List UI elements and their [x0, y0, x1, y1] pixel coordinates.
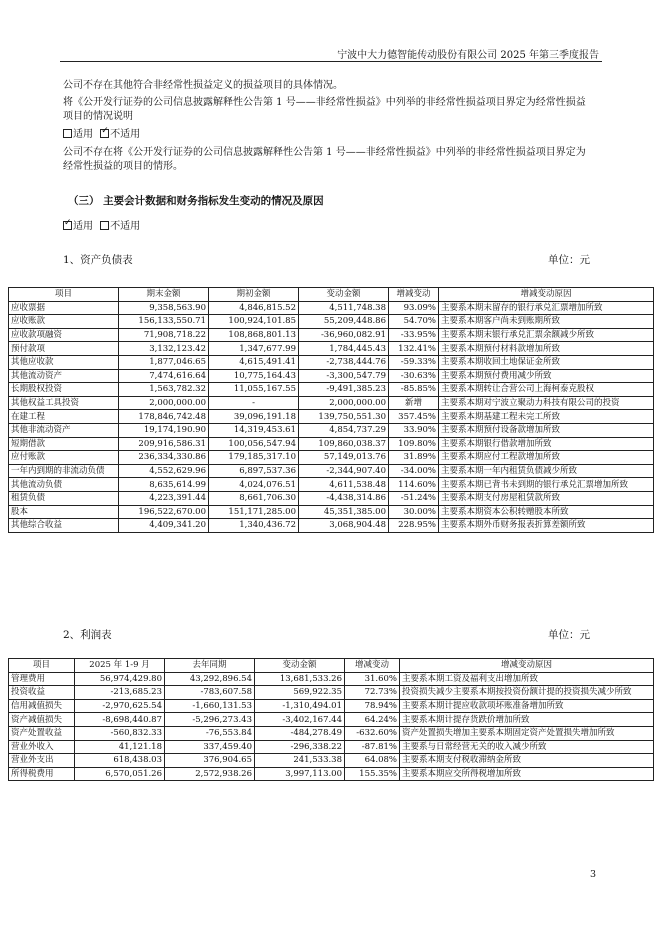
cell-change-amount: 55,209,448.86 — [299, 315, 389, 329]
cell-change-pct: 72.73% — [345, 686, 400, 700]
cell-reason: 主要系本期应交所得税增加所致 — [400, 767, 654, 781]
cell-change-amount: -4,438,314.86 — [299, 491, 389, 505]
cell-change-amount: 3,068,904.48 — [299, 519, 389, 533]
cell-change-pct: 155.35% — [345, 767, 400, 781]
apply-checkbox[interactable] — [63, 129, 72, 138]
section-not-apply-label: 不适用 — [110, 221, 141, 232]
table-row — [9, 301, 654, 315]
table-row — [9, 315, 654, 329]
table-row — [9, 740, 654, 754]
cell-change-amount: -484,278.49 — [255, 726, 345, 740]
table-row — [9, 355, 654, 369]
income-statement-title: 2、利润表 — [63, 629, 112, 641]
cell-reason: 投资损失减少主要系本期按投资份额计提的投资损失减少所致 — [400, 686, 654, 700]
report-header-title: 宁波中大力德智能传动股份有限公司 2025 年第三季度报告 — [337, 50, 599, 61]
page-number: 3 — [589, 869, 596, 880]
cell-change-amount: -36,960,082.91 — [299, 328, 389, 342]
cell-prior: 151,171,285.00 — [209, 505, 299, 519]
cell-change-amount: -3,402,167.44 — [255, 713, 345, 727]
cell-current: 196,522,670.00 — [119, 505, 209, 519]
cell-change-pct: 30.00% — [389, 505, 439, 519]
cell-item: 管理费用 — [9, 672, 75, 686]
cell-current: 1,877,046.65 — [119, 355, 209, 369]
cell-item: 其他权益工具投资 — [9, 396, 119, 410]
section-apply-checkbox[interactable] — [63, 221, 72, 230]
not-apply-checkbox[interactable] — [100, 129, 109, 138]
intro-line-4: 公司不存在将《公开发行证券的公司信息披露解释性公告第 1 号——非经常性损益》中列举的非经常性损益项目界定为 — [63, 147, 586, 158]
cell-reason: 主要系本期计提存货跌价增加所致 — [400, 713, 654, 727]
cell-change-pct: -632.60% — [345, 726, 400, 740]
cell-change-pct: 33.90% — [389, 423, 439, 437]
col-header-period-end: 期末金额 — [119, 288, 209, 302]
cell-prior: -5,296,273.43 — [165, 713, 255, 727]
cell-reason: 主要系本期支付税收滞纳金所致 — [400, 754, 654, 768]
cell-current: 236,334,330.86 — [119, 451, 209, 465]
table-row — [9, 369, 654, 383]
cell-current: 4,552,629.96 — [119, 464, 209, 478]
table-row — [9, 505, 654, 519]
cell-current: 19,174,190.90 — [119, 423, 209, 437]
cell-reason: 主要系本期末银行承兑汇票余额减少所致 — [439, 328, 654, 342]
col-header-change-amount: 变动金额 — [255, 659, 345, 673]
cell-current: -8,698,440.87 — [75, 713, 165, 727]
section-apply-label: 适用 — [73, 221, 93, 232]
cell-change-amount: 109,860,038.37 — [299, 437, 389, 451]
cell-reason: 主要系本期外币财务报表折算差额所致 — [439, 519, 654, 533]
cell-prior: 337,459.40 — [165, 740, 255, 754]
table-row — [9, 423, 654, 437]
cell-item: 所得税费用 — [9, 767, 75, 781]
cell-change-amount: 241,533.38 — [255, 754, 345, 768]
cell-item: 其他非流动资产 — [9, 423, 119, 437]
cell-current: -560,832.33 — [75, 726, 165, 740]
col-header-reason: 增减变动原因 — [400, 659, 654, 673]
cell-change-pct: 新增 — [389, 396, 439, 410]
income-unit-label: 单位：元 — [548, 629, 590, 641]
cell-item: 租赁负债 — [9, 491, 119, 505]
cell-reason: 主要系本期预付设备款增加所致 — [439, 423, 654, 437]
apply-label: 适用 — [73, 129, 93, 140]
cell-change-amount: 139,750,551.30 — [299, 410, 389, 424]
cell-change-amount: -2,738,444.76 — [299, 355, 389, 369]
col-header-current-period: 2025 年 1-9 月 — [75, 659, 165, 673]
cell-current: 9,358,563.90 — [119, 301, 209, 315]
cell-item: 其他综合收益 — [9, 519, 119, 533]
cell-change-amount: 57,149,013.76 — [299, 451, 389, 465]
cell-change-pct: -85.85% — [389, 383, 439, 397]
cell-change-pct: -59.33% — [389, 355, 439, 369]
table-row — [9, 410, 654, 424]
cell-reason: 主要系本期对宁波立聚动力科技有限公司的投资 — [439, 396, 654, 410]
cell-change-amount: -2,344,907.40 — [299, 464, 389, 478]
cell-item: 一年内到期的非流动负债 — [9, 464, 119, 478]
table-row — [9, 686, 654, 700]
cell-prior: 11,055,167.55 — [209, 383, 299, 397]
table-row — [9, 767, 654, 781]
intro-line-5: 经常性损益的项目的情形。 — [63, 161, 183, 172]
cell-prior: 10,775,164.43 — [209, 369, 299, 383]
cell-item: 股本 — [9, 505, 119, 519]
cell-change-pct: 78.94% — [345, 699, 400, 713]
cell-item: 信用减值损失 — [9, 699, 75, 713]
cell-reason: 主要系本期收回土地保证金所致 — [439, 355, 654, 369]
intro-line-3: 项目的情况说明 — [63, 111, 133, 122]
cell-item: 营业外支出 — [9, 754, 75, 768]
cell-item: 应收票据 — [9, 301, 119, 315]
cell-current: 156,133,550.71 — [119, 315, 209, 329]
cell-item: 其他应收款 — [9, 355, 119, 369]
cell-current: 71,908,718.22 — [119, 328, 209, 342]
cell-reason: 主要系本期末留存的银行承兑汇票增加所致 — [439, 301, 654, 315]
cell-change-pct: -34.00% — [389, 464, 439, 478]
table-row — [9, 699, 654, 713]
cell-prior: 8,661,706.30 — [209, 491, 299, 505]
cell-current: -2,970,625.54 — [75, 699, 165, 713]
cell-item: 其他流动负债 — [9, 478, 119, 492]
cell-current: 4,409,341.20 — [119, 519, 209, 533]
table-row — [9, 342, 654, 356]
cell-reason: 主要系本期支付房屋租赁款所致 — [439, 491, 654, 505]
cell-prior: 1,340,436.72 — [209, 519, 299, 533]
cell-current: 1,563,782.32 — [119, 383, 209, 397]
col-header-change-pct: 增减变动 — [345, 659, 400, 673]
balance-sheet-table — [8, 287, 654, 533]
table-row — [9, 754, 654, 768]
cell-reason: 主要系本期银行借款增加所致 — [439, 437, 654, 451]
cell-change-pct: -30.63% — [389, 369, 439, 383]
cell-item: 投资收益 — [9, 686, 75, 700]
header-divider — [60, 61, 602, 62]
cell-prior: 39,096,191.18 — [209, 410, 299, 424]
cell-change-amount: -3,300,547.79 — [299, 369, 389, 383]
section-applicability-options — [63, 220, 140, 234]
balance-sheet-title: 1、资产负债表 — [63, 254, 133, 266]
cell-prior: 14,319,453.61 — [209, 423, 299, 437]
cell-prior: -783,607.58 — [165, 686, 255, 700]
cell-change-amount: 4,854,737.29 — [299, 423, 389, 437]
cell-reason: 主要系本期计提应收款项坏账准备增加所致 — [400, 699, 654, 713]
cell-reason: 主要系本期转让合营公司上海柯泰克股权 — [439, 383, 654, 397]
cell-item: 预付款项 — [9, 342, 119, 356]
not-apply-label: 不适用 — [110, 129, 141, 140]
col-header-prior-period: 去年同期 — [165, 659, 255, 673]
cell-change-pct: 31.60% — [345, 672, 400, 686]
cell-item: 应付账款 — [9, 451, 119, 465]
cell-change-amount: -296,338.22 — [255, 740, 345, 754]
cell-change-pct: 357.45% — [389, 410, 439, 424]
cell-prior: -76,553.84 — [165, 726, 255, 740]
cell-current: 8,635,614.99 — [119, 478, 209, 492]
col-header-period-start: 期初金额 — [209, 288, 299, 302]
col-header-item: 项目 — [9, 659, 75, 673]
cell-current: 178,846,742.48 — [119, 410, 209, 424]
cell-reason: 资产处置损失增加主要系本期固定资产处置损失增加所致 — [400, 726, 654, 740]
cell-prior: -1,660,131.53 — [165, 699, 255, 713]
col-header-item: 项目 — [9, 288, 119, 302]
cell-prior: 6,897,537.36 — [209, 464, 299, 478]
cell-current: 4,223,391.44 — [119, 491, 209, 505]
intro-line-1: 公司不存在其他符合非经常性损益定义的损益项目的具体情况。 — [63, 80, 343, 91]
section-title: （三） 主要会计数据和财务指标发生变动的情况及原因 — [68, 195, 324, 207]
cell-reason: 主要系与日常经营无关的收入减少所致 — [400, 740, 654, 754]
cell-item: 资产处置收益 — [9, 726, 75, 740]
cell-reason: 主要系本期一年内租赁负债减少所致 — [439, 464, 654, 478]
cell-prior: 100,056,547.94 — [209, 437, 299, 451]
cell-item: 其他流动资产 — [9, 369, 119, 383]
cell-current: 618,438.03 — [75, 754, 165, 768]
cell-prior: - — [209, 396, 299, 410]
table-row — [9, 519, 654, 533]
cell-item: 营业外收入 — [9, 740, 75, 754]
cell-item: 应收款项融资 — [9, 328, 119, 342]
cell-current: 41,121.18 — [75, 740, 165, 754]
table-row — [9, 328, 654, 342]
cell-reason: 主要系本期基建工程未完工所致 — [439, 410, 654, 424]
cell-change-pct: 109.80% — [389, 437, 439, 451]
cell-item: 应收账款 — [9, 315, 119, 329]
col-header-change-pct: 增减变动 — [389, 288, 439, 302]
cell-prior: 43,292,896.54 — [165, 672, 255, 686]
table-row — [9, 726, 654, 740]
cell-reason: 主要系本期已背书未到期的银行承兑汇票增加所致 — [439, 478, 654, 492]
cell-change-pct: -51.24% — [389, 491, 439, 505]
cell-current: -213,685.23 — [75, 686, 165, 700]
cell-prior: 4,024,076.51 — [209, 478, 299, 492]
cell-prior: 100,924,101.85 — [209, 315, 299, 329]
cell-item: 短期借款 — [9, 437, 119, 451]
cell-change-pct: 64.24% — [345, 713, 400, 727]
cell-item: 在建工程 — [9, 410, 119, 424]
balance-unit-label: 单位：元 — [548, 254, 590, 266]
cell-change-pct: -87.81% — [345, 740, 400, 754]
table-row — [9, 396, 654, 410]
cell-prior: 179,185,317.10 — [209, 451, 299, 465]
table-row — [9, 383, 654, 397]
cell-item: 长期股权投资 — [9, 383, 119, 397]
cell-prior: 4,846,815.52 — [209, 301, 299, 315]
table-row — [9, 672, 654, 686]
cell-change-pct: 93.09% — [389, 301, 439, 315]
cell-change-amount: -1,310,494.01 — [255, 699, 345, 713]
col-header-reason: 增减变动原因 — [439, 288, 654, 302]
cell-change-pct: 54.70% — [389, 315, 439, 329]
cell-change-amount: -9,491,385.23 — [299, 383, 389, 397]
applicability-options — [63, 128, 140, 142]
cell-change-amount: 569,922.35 — [255, 686, 345, 700]
table-header-row — [9, 288, 654, 302]
cell-prior: 376,904.65 — [165, 754, 255, 768]
cell-change-amount: 1,784,445.43 — [299, 342, 389, 356]
cell-reason: 主要系本期预付材料款增加所致 — [439, 342, 654, 356]
cell-prior: 4,615,491.41 — [209, 355, 299, 369]
cell-reason: 主要系本期应付工程款增加所致 — [439, 451, 654, 465]
cell-change-amount: 4,611,538.48 — [299, 478, 389, 492]
cell-current: 6,570,051.26 — [75, 767, 165, 781]
table-row — [9, 437, 654, 451]
cell-reason: 主要系本期资本公积转赠股本所致 — [439, 505, 654, 519]
cell-change-amount: 13,681,533.26 — [255, 672, 345, 686]
table-row — [9, 491, 654, 505]
intro-line-2: 将《公开发行证券的公司信息披露解释性公告第 1 号——非经常性损益》中列举的非经常性损益项目界定为经常性损益 — [63, 97, 586, 108]
cell-current: 2,000,000.00 — [119, 396, 209, 410]
table-row — [9, 464, 654, 478]
cell-change-amount: 2,000,000.00 — [299, 396, 389, 410]
col-header-change-amount: 变动金额 — [299, 288, 389, 302]
cell-current: 7,474,616.64 — [119, 369, 209, 383]
cell-change-amount: 45,351,385.00 — [299, 505, 389, 519]
income-statement-table — [8, 658, 654, 781]
cell-current: 209,916,586.31 — [119, 437, 209, 451]
cell-change-amount: 3,997,113.00 — [255, 767, 345, 781]
cell-prior: 1,347,677.99 — [209, 342, 299, 356]
cell-reason: 主要系本期客户尚未到账期所致 — [439, 315, 654, 329]
cell-change-pct: 132.41% — [389, 342, 439, 356]
cell-reason: 主要系本期预付费用减少所致 — [439, 369, 654, 383]
section-not-apply-checkbox[interactable] — [100, 221, 109, 230]
cell-reason: 主要系本期工资及福利支出增加所致 — [400, 672, 654, 686]
cell-item: 资产减值损失 — [9, 713, 75, 727]
cell-current: 3,132,123.42 — [119, 342, 209, 356]
cell-change-pct: 64.08% — [345, 754, 400, 768]
cell-current: 56,974,429.80 — [75, 672, 165, 686]
cell-change-amount: 4,511,748.38 — [299, 301, 389, 315]
table-row — [9, 478, 654, 492]
cell-prior: 108,868,801.13 — [209, 328, 299, 342]
cell-change-pct: 114.60% — [389, 478, 439, 492]
table-row — [9, 713, 654, 727]
table-row — [9, 451, 654, 465]
cell-change-pct: 31.89% — [389, 451, 439, 465]
cell-change-pct: -33.95% — [389, 328, 439, 342]
table-header-row — [9, 659, 654, 673]
cell-change-pct: 228.95% — [389, 519, 439, 533]
cell-prior: 2,572,938.26 — [165, 767, 255, 781]
